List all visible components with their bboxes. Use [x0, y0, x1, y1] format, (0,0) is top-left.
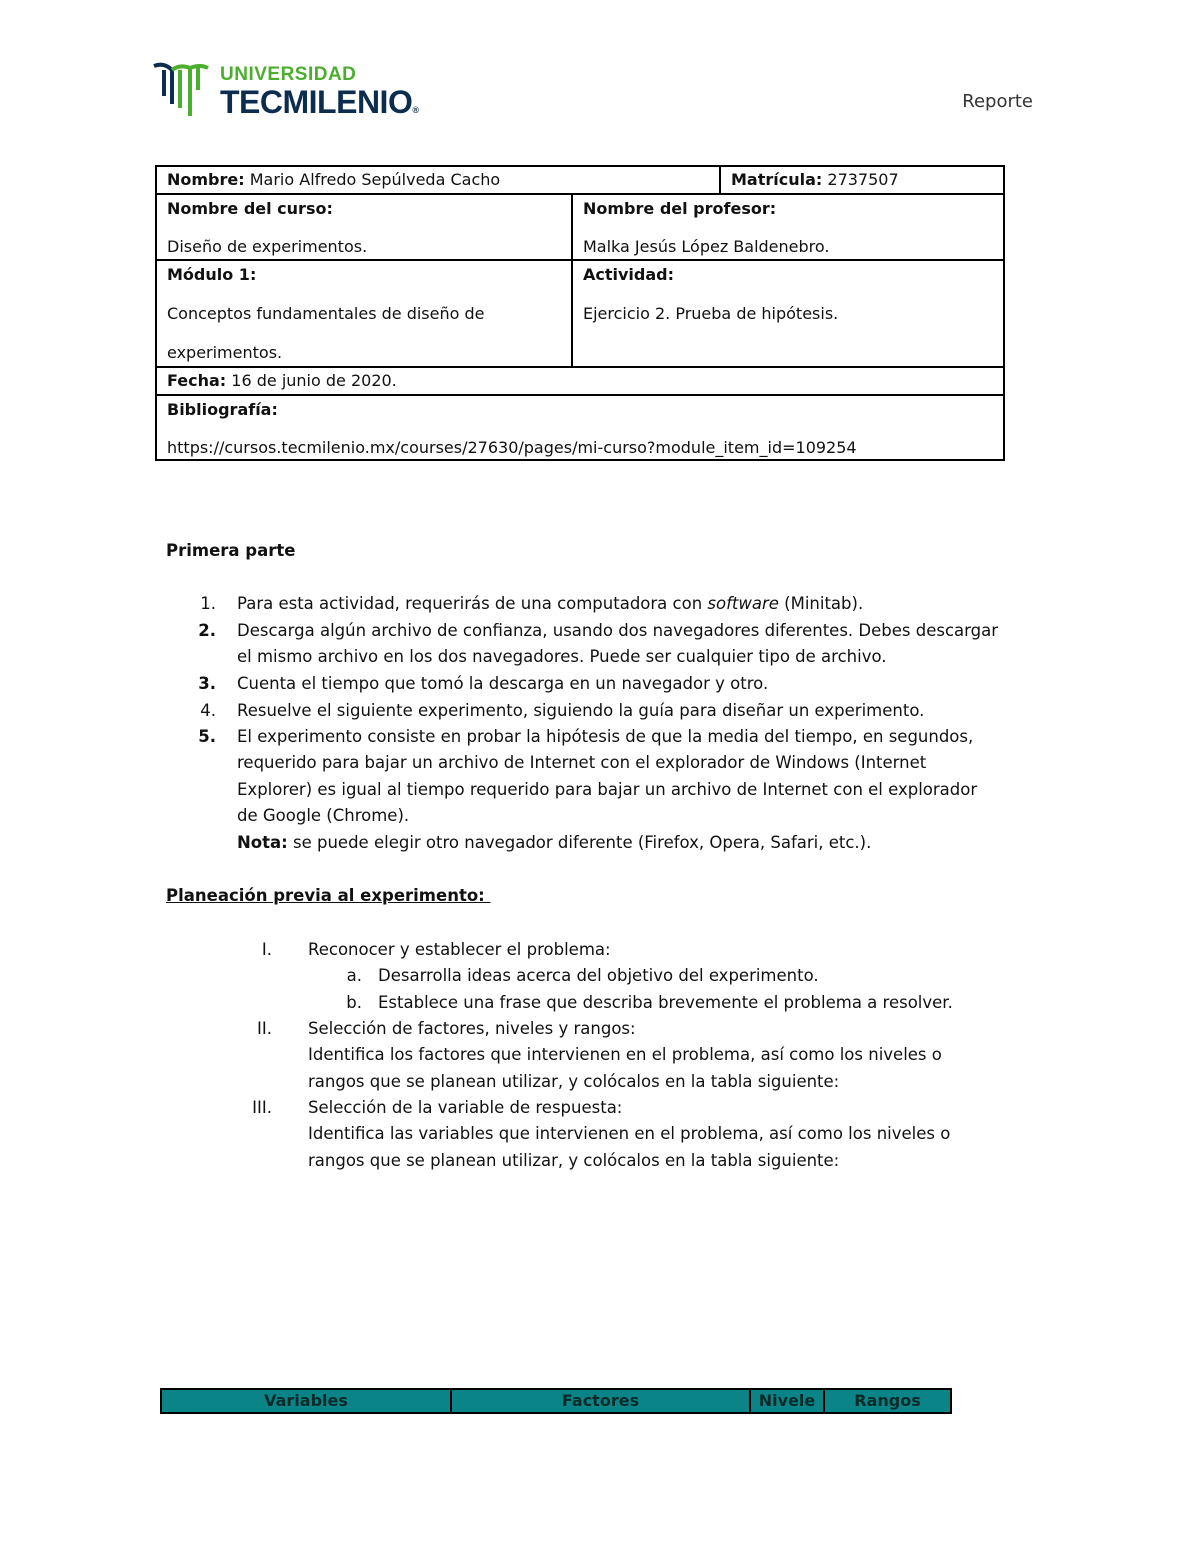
curso-cell: Nombre del curso: Diseño de experimentos. — [155, 193, 573, 261]
bibliografia-link[interactable]: https://cursos.tecmilenio.mx/courses/27630/pages/mi-curso?module_item_id=109254 — [167, 438, 857, 457]
tecmilenio-logo — [150, 60, 450, 124]
report-label: Reporte — [962, 91, 1033, 112]
variables-table-header — [160, 1388, 952, 1414]
primera-parte-heading: Primera parte — [166, 541, 296, 560]
profesor-cell: Nombre del profesor: Malka Jesús López Baldenebro. — [571, 193, 1005, 261]
planeacion-heading: Planeación previa al experimento: — [166, 886, 491, 905]
bibliografia-cell: Bibliografía: https://cursos.tecmilenio.mx/courses/27630/pages/mi-curso?module_item_id=109254 — [155, 394, 1005, 461]
nombre-cell: Nombre: Mario Alfredo Sepúlveda Cacho — [155, 165, 721, 195]
modulo-cell: Módulo 1: Conceptos fundamentales de diseño de experimentos. — [155, 259, 573, 368]
matricula-cell: Matrícula: 2737507 — [719, 165, 1005, 195]
logo-emblem-icon — [150, 60, 210, 124]
fecha-cell: Fecha: 16 de junio de 2020. — [155, 366, 1005, 396]
logo-top-text: UNIVERSIDAD — [220, 64, 357, 85]
actividad-cell: Actividad: Ejercicio 2. Prueba de hipótesis. — [571, 259, 1005, 368]
note-text: Nota: se puede elegir otro navegador diferente (Firefox, Opera, Safari, etc.). — [237, 833, 872, 852]
student-info-table — [155, 165, 1005, 461]
logo-main-text: TECMILENIO® — [220, 84, 419, 120]
column-header-variables: Variables — [160, 1388, 452, 1414]
column-header-nivele: Nivele — [749, 1388, 825, 1414]
column-header-factores: Factores — [450, 1388, 751, 1414]
column-header-rangos: Rangos — [823, 1388, 952, 1414]
